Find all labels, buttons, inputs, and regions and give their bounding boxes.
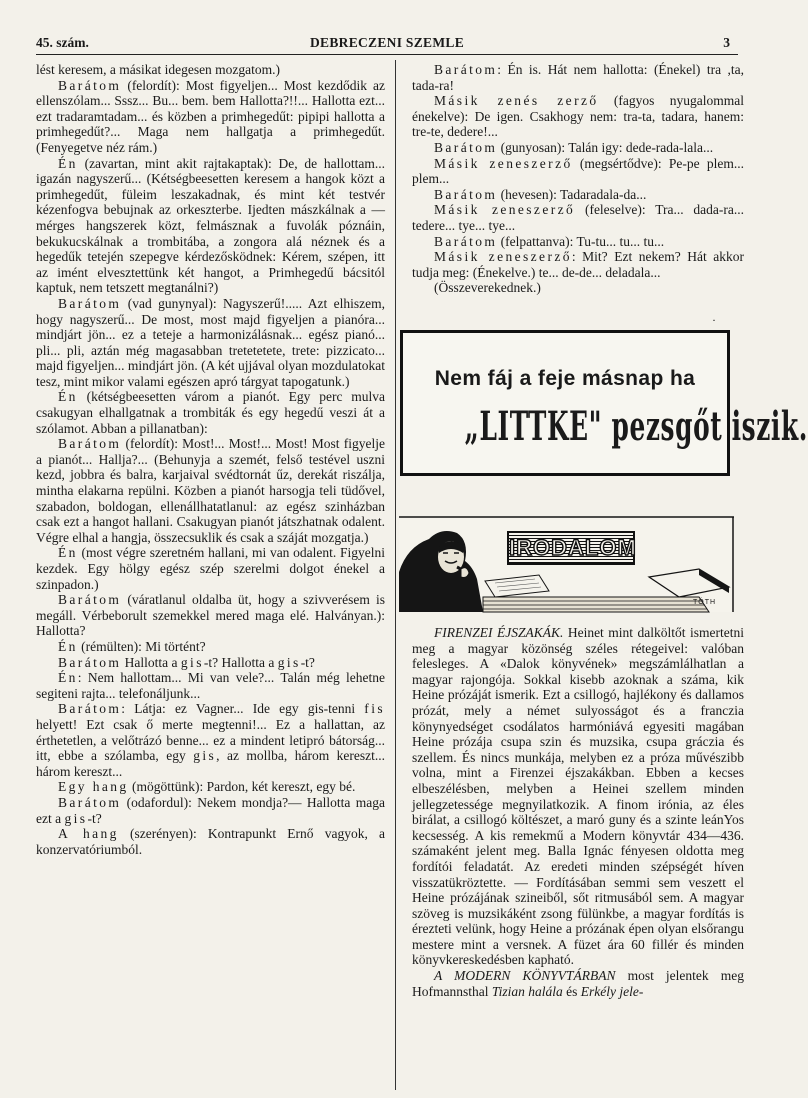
paragraph: Barátom (felordít): Most figyeljen... Most kezdődik az ellenszólam... Sssz... Bu... bem. bem Hallotta?!!... Hallotta ezt... ezt tradaramtadam... és közben a primhegedűt: pipipi hallotta a primhegedűt?... Maga nem hallgatja a primhegedűt. (Fenyegetve néz rám.) <box>36 77 385 155</box>
review-title: FIRENZEI ÉJSZAKÁK. <box>434 625 564 640</box>
stage-direction: (Összeverekednek.) <box>434 280 541 296</box>
page-number: 3 <box>723 35 730 50</box>
speaker: Barátom <box>58 77 122 93</box>
review-title: A MODERN KÖNYVTÁRBAN <box>434 968 616 984</box>
speaker: Barátom <box>58 295 122 311</box>
paragraph: Én (kétségbeesetten várom a pianót. Egy perc mulva csakugyan elhallgatnak a trombiták és egy hegedű veszi át a szólamot. Abban a pillanatban): <box>36 389 385 436</box>
page-header <box>36 34 738 55</box>
speaker: Másik zenés zerző <box>434 93 599 109</box>
speaker: Másik zeneszerző <box>434 155 573 171</box>
review-paragraph: A MODERN KÖNYVTÁRBAN most jelentek meg Hofmannsthal Tizian halála és Erkély jele- <box>412 968 744 999</box>
speaker: Én <box>58 638 78 654</box>
paragraph: lést keresem, a másikat idegesen mozgatom.) <box>36 62 281 77</box>
review-paragraph: FIRENZEI ÉJSZAKÁK. Heinet mint dalköltőt ismertetni meg a magyar közönség széles rétegeivel: valóban felesleges. A «Dalok könyvének» megszámlálhatlan a magyar rajongója. Sokkal kisebb azoknak a száma, kik Heine prózáját ismerik. Ezt a csillogó, hajlékony és dallamos prózát, mely a német sulyosságot és a franczia könynyedséget csodálatos harmóniává egyesiti magában Heine prózája csupa szin és muzsika, csupa gráczia és szellem. És nincs munkája, melyben ez a próza művészibb volna, mint a Firenzei éjszakákban. Ebben a kecses elbeszélésben, melyben a Heinei szellem minden jellegzetessége megnyilatkozik. A finom irónia, az éles birálat, a csillogó költészet, a maró guny és a szinte leánYos kecsesség. A kis remekmű a Modern könyvtár 434—436. számaként jelent meg. Balla Ignác fényesen oldotta meg fordítói feladatát. Az eredeti minden szépségét híven visszatükröztette. — Fordításában semmi sem veszett el Heine prózájának szineiből, sőt ritmusából sem. A magyar szöveg is muzsikáként zsong fülünkbe, a magyar fordítás is érezteti velünk, hogy Heine a prózának épen olyan elsőrangu mestere mint a versnek. A füzet ára 60 fillér és minden könyvkereskedésben kapható. <box>412 625 744 968</box>
speaker: Én <box>58 670 78 686</box>
column-divider <box>395 60 396 1090</box>
literature-title: IRODALOM <box>509 535 637 560</box>
paragraph: A hang (szerényen): Kontrapunkt Ernő vagyok, a konzervatóriumból. <box>36 826 385 857</box>
ornament-dot: · <box>712 313 716 327</box>
journal-title: DEBRECZENI SZEMLE <box>309 35 464 50</box>
speaker: Én <box>58 545 78 561</box>
speaker: Barátom <box>434 233 498 249</box>
paragraph: Barátom (felordít): Most!... Most!... Most! Most figyelje a pianót... Hallja?... (Behunyja a szemét, felső testével uszni kezd, jobbra és balra, karjaival svédtornát űz, derekát riszálja, mintha elakarna repülni. Közben a pianót harsogja teli tüdővel, szabadon, boldogan, ellenállhatatlanul: az egész szinházban csak ezt a hangot hallani. Csakugyan pianót játszhatnak odalent. Végre elhal a hangja, összecsuklik és csak a száját mozgatja.) <box>36 436 385 545</box>
paragraph: Másik zeneszerző (megsértődve): Pe-pe plem... plem... <box>412 155 744 187</box>
paragraph: Barátom (felpattanva): Tu-tu... tu... tu... <box>434 233 665 249</box>
paragraph: Barátom: Látja: ez Vagner... Ide egy gis-tenni fis helyett! Ezt csak ő merte megtenni!... Ez a hallattan, az érthetetlen, a velőtrázó benne... ez a mindent letipró bátorság... itt, ebbe a szólamba, egy gis, az mollba, három kereszt... három kereszt... <box>36 701 386 779</box>
paragraph: Barátom (vad gunynyal): Nagyszerű!..... Azt elhiszem, hogy nagyszerű... De most, most majd figyeljen a pianóra... mindjárt jön... ez a teteje a harmonizálásnak... egész pianó... pli... pli, aztán még magasabban tretetetete, trete: pizzicato... majd figyeljen... mindjárt jön. (A két ujjával olyan mozdulatokat tesz, mint mikor valami egészen apró tárgyat tapogatunk.) <box>36 295 385 389</box>
speaker: Egy hang <box>58 779 129 795</box>
paragraph: Másik zenés zerző (fagyos nyugalommal énekelve): De igen. Csakhogy nem: tra-ta, tadara, hanem: tre-te, dedere!... <box>412 93 744 140</box>
speaker: Barátom <box>434 139 498 155</box>
speaker: Barátom <box>58 592 122 608</box>
left-column <box>36 62 385 857</box>
paragraph: Én (rémülten): Mi történt? <box>58 638 206 654</box>
speaker: Én <box>58 155 78 171</box>
paragraph: Másik zeneszerző (feleselve): Tra... dada-ra... tedere... tye... tye... <box>412 202 744 233</box>
speaker: Barátom <box>58 654 122 670</box>
ad-headline: Nem fáj a feje másnap ha <box>434 367 696 390</box>
ad-slogan: „LITTKE" pezsgőt iszik. <box>464 403 808 450</box>
speaker: Barátom <box>434 62 498 77</box>
right-column-dialogue <box>412 62 744 296</box>
paragraph: Másik zeneszerző: Mit? Ezt nekem? Hát akkor tudja meg: (Énekelve.) te... de-de... deladala... <box>412 249 744 280</box>
paragraph: Barátom: Én is. Hát nem hallotta: (Énekel) tra ,ta, tada-ra! <box>412 62 744 93</box>
paragraph: Én (most végre szeretném hallani, mi van odalent. Figyelni kezdek. Egy hölgy egész szép szerelmi dolgot énekel a szinpadon.) <box>36 545 385 592</box>
literature-column <box>412 625 744 999</box>
speaker: Barátom <box>58 701 122 717</box>
paragraph: Egy hang (mögöttünk): Pardon, két kereszt, egy bé. <box>58 779 356 795</box>
speaker: A hang <box>58 826 119 842</box>
paragraph: Barátom Hallotta a gis-t? Hallotta a gis-t? <box>58 654 315 670</box>
paragraph: Barátom (odafordul): Nekem mondja?— Hallotta maga ezt a gis-t? <box>36 794 385 826</box>
speaker: Másik zeneszerző <box>434 249 572 265</box>
paragraph: Barátom (gunyosan): Talán igy: dede-rada-lala... <box>434 139 714 155</box>
paragraph: Barátom (hevesen): Tadaradala-da... <box>434 186 647 202</box>
speaker: Másik zeneszerző <box>434 202 576 218</box>
paragraph: Barátom (váratlanul oldalba üt, hogy a szivverésem is megáll. Vérbeborult szemekkel mered maga elé. Halványan.): Hallotta? <box>36 592 385 639</box>
speaker: Barátom <box>434 186 498 202</box>
speaker: Barátom <box>58 794 122 810</box>
paragraph: Én (zavartan, mint akit rajtakaptak): De, de hallottam... igazán nagyszerű... (Kétségbeesetten keresem a hangok közt a primhegedűt, füleim leszakadnak, és mint két testvér kézenfogva bebujnak az orkeszterbe. Ijedten mászkálnak a — mérges hangszerek közt, felmásznak a fuvolák póznáin, bekukucskálnak a trombitába, a zongora alá néznek és a hegedűk tetején szepegve kérdezősködnek: Kérem, szépen, itt az imént elvesztettünk két hangot, a Primhegedű bácsitól kaptuk, nem tetszett megtanálni?) <box>36 155 385 296</box>
literature-title-box <box>507 531 635 565</box>
speaker: Én <box>58 389 78 405</box>
littke-advertisement <box>400 330 808 476</box>
literature-banner <box>399 517 734 612</box>
issue-number: 45. szám. <box>36 35 89 50</box>
artist-signature: TÓTH <box>693 599 717 606</box>
paragraph: Én: Nem hallottam... Mi van vele?... Talán még lehetne segiteni rajta... telefonáljunk... <box>36 670 385 701</box>
speaker: Barátom <box>58 436 122 452</box>
